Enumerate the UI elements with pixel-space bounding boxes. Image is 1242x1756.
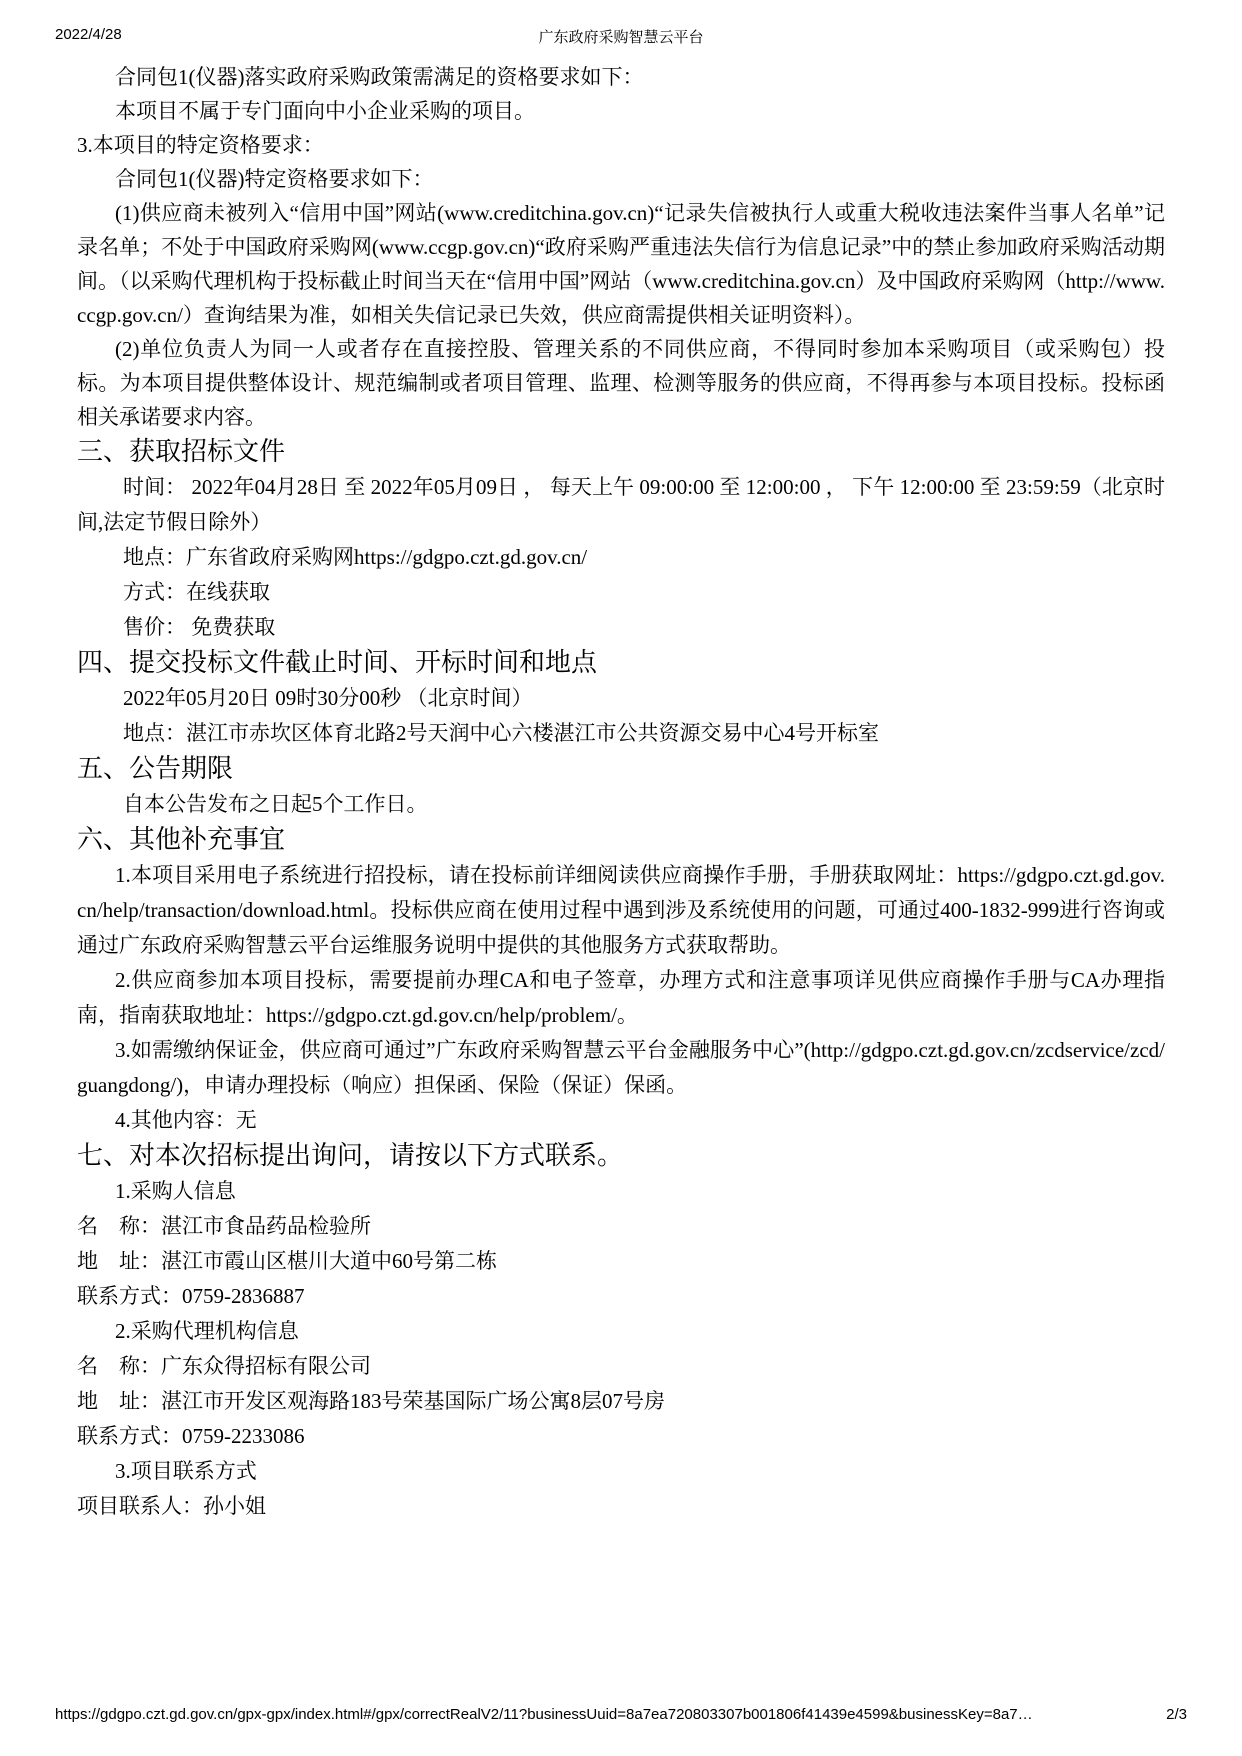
purchaser-address-line: 地 址：湛江市霞山区椹川大道中60号第二栋 [77, 1249, 497, 1273]
section-6-item-1: 1.本项目采用电子系统进行招投标，请在投标前详细阅读供应商操作手册，手册获取网址：https://gdgpo.czt.gd.gov.cn/help/transaction/download.html。投标供应商在使用过程中遇到涉及系统使用的问题，可通过400-1832-999进行咨询或通过广东政府采购智慧云平台运维服务说明中提供的其他服务方式获取帮助。 [77, 863, 1165, 957]
footer-url: https://gdgpo.czt.gd.gov.cn/gpx-gpx/index.html#/gpx/correctRealV2/11?businessUuid=8a7ea720803307b001806f41439e4599&businessKey=8a7… [55, 1706, 1033, 1723]
section-6-item-4: 4.其他内容：无 [115, 1108, 257, 1132]
section-5-heading: 五、公告期限 [77, 754, 234, 783]
page-header [55, 26, 1187, 46]
purchaser-contact-line: 联系方式：0759-2836887 [77, 1284, 305, 1308]
project-contact-person-line: 项目联系人：孙小姐 [77, 1494, 266, 1518]
specific-qualification-item: 3.本项目的特定资格要求： [77, 133, 324, 157]
page-footer [55, 1706, 1187, 1723]
section-3-method-line: 方式：在线获取 [123, 580, 270, 604]
section-4-deadline-line: 2022年05月20日 09时30分00秒 （北京时间） [123, 686, 533, 710]
section-3-price-line: 售价： 免费获取 [123, 615, 276, 639]
footer-page-indicator: 2/3 [1166, 1706, 1187, 1723]
section-6-item-3: 3.如需缴纳保证金，供应商可通过”广东政府采购智慧云平台金融服务中心”(http://gdgpo.czt.gd.gov.cn/zcdservice/zcd/guangdong/)，申请办理投标（响应）担保函、保险（保证）保函。 [77, 1038, 1165, 1097]
header-title: 广东政府采购智慧云平台 [538, 29, 704, 46]
section-4-location-line: 地点：湛江市赤坎区体育北路2号天润中心六楼湛江市公共资源交易中心4号开标室 [123, 721, 879, 745]
same-responsible-person-paragraph: (2)单位负责人为同一人或者存在直接控股、管理关系的不同供应商，不得同时参加本采购项目（或采购包）投标。为本项目提供整体设计、规范编制或者项目管理、监理、检测等服务的供应商，不得再参与本项目投标。投标函相关承诺要求内容。 [77, 337, 1165, 429]
section-7-heading: 七、对本次招标提出询问，请按以下方式联系。 [77, 1141, 624, 1170]
qualification-policy-line: 合同包1(仪器)落实政府采购政策需满足的资格要求如下： [115, 65, 644, 89]
section-3-time-line: 时间： 2022年04月28日 至 2022年05月09日 ， 每天上午 09:00:00 至 12:00:00 ， 下午 12:00:00 至 23:59:59（北京时间,法定节假日除外） [77, 475, 1165, 534]
agency-address-line: 地 址：湛江市开发区观海路183号荣基国际广场公寓8层07号房 [77, 1389, 665, 1413]
contract-package-qualification-line: 合同包1(仪器)特定资格要求如下： [115, 167, 434, 191]
section-3-heading: 三、获取招标文件 [77, 437, 286, 466]
purchaser-name-line: 名 称：湛江市食品药品检验所 [77, 1214, 371, 1238]
project-contact-label: 3.项目联系方式 [115, 1459, 257, 1483]
agency-contact-line: 联系方式：0759-2233086 [77, 1424, 305, 1448]
section-3-location-line: 地点：广东省政府采购网https://gdgpo.czt.gd.gov.cn/ [123, 545, 588, 569]
purchaser-info-label: 1.采购人信息 [115, 1179, 236, 1203]
agency-name-line: 名 称：广东众得招标有限公司 [77, 1354, 371, 1378]
sme-statement-line: 本项目不属于专门面向中小企业采购的项目。 [115, 99, 535, 123]
header-date: 2022/4/28 [55, 26, 122, 43]
section-5-content-line: 自本公告发布之日起5个工作日。 [123, 792, 428, 816]
document-content [77, 60, 1165, 1524]
section-6-item-2: 2.供应商参加本项目投标，需要提前办理CA和电子签章，办理方式和注意事项详见供应商操作手册与CA办理指南，指南获取地址：https://gdgpo.czt.gd.gov.cn/help/problem/。 [77, 968, 1165, 1027]
credit-china-paragraph: (1)供应商未被列入“信用中国”网站(www.creditchina.gov.cn)“记录失信被执行人或重大税收违法案件当事人名单”记录名单；不处于中国政府采购网(www.ccgp.gov.cn)“政府采购严重违法失信行为信息记录”中的禁止参加政府采购活动期间。（以采购代理机构于投标截止时间当天在“信用中国”网站（www.creditchina.gov.cn）及中国政府采购网（http://www.ccgp.gov.cn/）查询结果为准，如相关失信记录已失效，供应商需提供相关证明资料）。 [77, 201, 1165, 327]
section-6-heading: 六、其他补充事宜 [77, 825, 286, 854]
agency-info-label: 2.采购代理机构信息 [115, 1319, 299, 1343]
section-4-heading: 四、提交投标文件截止时间、开标时间和地点 [77, 648, 598, 677]
